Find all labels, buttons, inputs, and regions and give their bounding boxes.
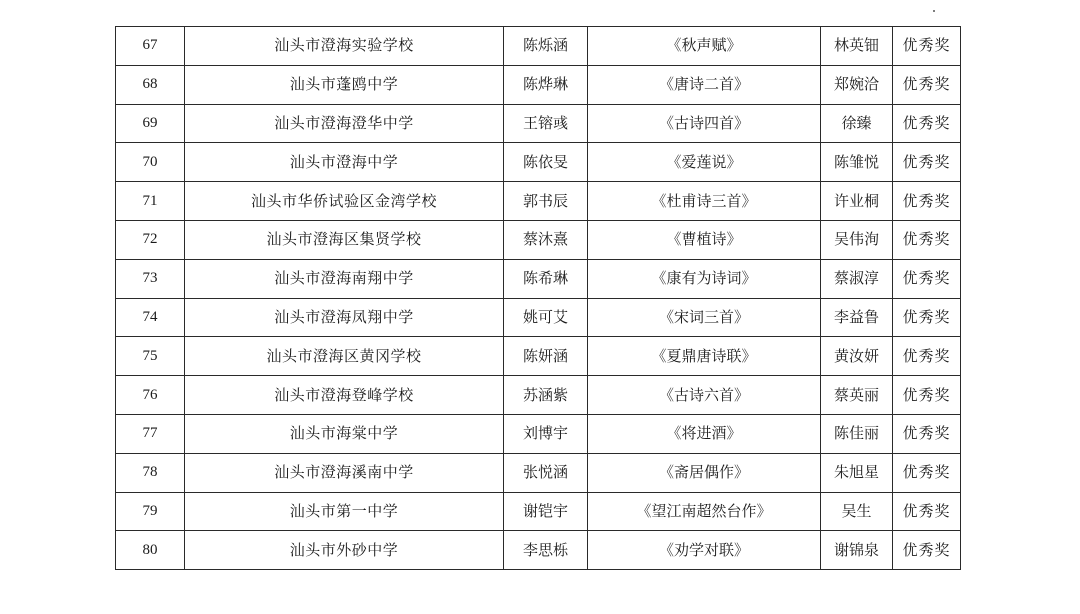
award-cell: 优秀奖 [893, 453, 961, 492]
teacher-cell: 黄汝妍 [821, 337, 893, 376]
student-cell: 蔡沐熹 [504, 220, 588, 259]
student-cell: 李思栎 [504, 531, 588, 570]
row-number-cell: 80 [116, 531, 185, 570]
school-cell: 汕头市澄海登峰学校 [185, 376, 504, 415]
work-title-cell: 《劝学对联》 [588, 531, 821, 570]
award-cell: 优秀奖 [893, 414, 961, 453]
row-number-cell: 77 [116, 414, 185, 453]
award-cell: 优秀奖 [893, 27, 961, 66]
school-cell: 汕头市澄海实验学校 [185, 27, 504, 66]
student-cell: 苏涵紫 [504, 376, 588, 415]
table-row [116, 337, 961, 376]
award-cell: 优秀奖 [893, 220, 961, 259]
award-cell: 优秀奖 [893, 531, 961, 570]
work-title-cell: 《古诗六首》 [588, 376, 821, 415]
student-cell: 陈依旻 [504, 143, 588, 182]
student-cell: 姚可艾 [504, 298, 588, 337]
teacher-cell: 吴伟洵 [821, 220, 893, 259]
award-table-body [116, 27, 961, 570]
student-cell: 张悦涵 [504, 453, 588, 492]
teacher-cell: 蔡淑淳 [821, 259, 893, 298]
table-row [116, 220, 961, 259]
table-row [116, 65, 961, 104]
row-number-cell: 68 [116, 65, 185, 104]
teacher-cell: 陈佳丽 [821, 414, 893, 453]
work-title-cell: 《斋居偶作》 [588, 453, 821, 492]
student-cell: 陈妍涵 [504, 337, 588, 376]
work-title-cell: 《古诗四首》 [588, 104, 821, 143]
student-cell: 陈希琳 [504, 259, 588, 298]
award-cell: 优秀奖 [893, 259, 961, 298]
table-row [116, 414, 961, 453]
row-number-cell: 70 [116, 143, 185, 182]
scan-speck [933, 10, 935, 12]
work-title-cell: 《爱莲说》 [588, 143, 821, 182]
student-cell: 刘博宇 [504, 414, 588, 453]
student-cell: 谢铠宇 [504, 492, 588, 531]
school-cell: 汕头市澄海凤翔中学 [185, 298, 504, 337]
student-cell: 陈烨琳 [504, 65, 588, 104]
school-cell: 汕头市外砂中学 [185, 531, 504, 570]
work-title-cell: 《曹植诗》 [588, 220, 821, 259]
row-number-cell: 75 [116, 337, 185, 376]
award-cell: 优秀奖 [893, 298, 961, 337]
work-title-cell: 《唐诗二首》 [588, 65, 821, 104]
school-cell: 汕头市华侨试验区金湾学校 [185, 182, 504, 221]
award-cell: 优秀奖 [893, 492, 961, 531]
table-row [116, 376, 961, 415]
school-cell: 汕头市澄海溪南中学 [185, 453, 504, 492]
table-row [116, 492, 961, 531]
school-cell: 汕头市蓬鸥中学 [185, 65, 504, 104]
school-cell: 汕头市澄海区集贤学校 [185, 220, 504, 259]
teacher-cell: 朱旭星 [821, 453, 893, 492]
teacher-cell: 陈雏悦 [821, 143, 893, 182]
school-cell: 汕头市澄海澄华中学 [185, 104, 504, 143]
award-cell: 优秀奖 [893, 182, 961, 221]
row-number-cell: 73 [116, 259, 185, 298]
work-title-cell: 《望江南超然台作》 [588, 492, 821, 531]
row-number-cell: 74 [116, 298, 185, 337]
teacher-cell: 蔡英丽 [821, 376, 893, 415]
award-cell: 优秀奖 [893, 143, 961, 182]
school-cell: 汕头市澄海区黄冈学校 [185, 337, 504, 376]
award-cell: 优秀奖 [893, 376, 961, 415]
row-number-cell: 69 [116, 104, 185, 143]
row-number-cell: 67 [116, 27, 185, 66]
teacher-cell: 谢锦泉 [821, 531, 893, 570]
table-row [116, 104, 961, 143]
table-row [116, 27, 961, 66]
row-number-cell: 78 [116, 453, 185, 492]
teacher-cell: 李益鲁 [821, 298, 893, 337]
row-number-cell: 72 [116, 220, 185, 259]
work-title-cell: 《宋词三首》 [588, 298, 821, 337]
table-row [116, 453, 961, 492]
teacher-cell: 许业桐 [821, 182, 893, 221]
table-row [116, 259, 961, 298]
teacher-cell: 吴生 [821, 492, 893, 531]
school-cell: 汕头市第一中学 [185, 492, 504, 531]
student-cell: 王镕彧 [504, 104, 588, 143]
school-cell: 汕头市海棠中学 [185, 414, 504, 453]
award-table [115, 26, 961, 570]
teacher-cell: 林英钿 [821, 27, 893, 66]
row-number-cell: 71 [116, 182, 185, 221]
school-cell: 汕头市澄海中学 [185, 143, 504, 182]
work-title-cell: 《将进酒》 [588, 414, 821, 453]
award-cell: 优秀奖 [893, 65, 961, 104]
student-cell: 陈烁涵 [504, 27, 588, 66]
work-title-cell: 《杜甫诗三首》 [588, 182, 821, 221]
table-row [116, 182, 961, 221]
school-cell: 汕头市澄海南翔中学 [185, 259, 504, 298]
table-row [116, 143, 961, 182]
work-title-cell: 《康有为诗词》 [588, 259, 821, 298]
work-title-cell: 《秋声赋》 [588, 27, 821, 66]
teacher-cell: 徐臻 [821, 104, 893, 143]
work-title-cell: 《夏鼎唐诗联》 [588, 337, 821, 376]
table-row [116, 298, 961, 337]
award-cell: 优秀奖 [893, 337, 961, 376]
row-number-cell: 76 [116, 376, 185, 415]
award-cell: 优秀奖 [893, 104, 961, 143]
student-cell: 郭书辰 [504, 182, 588, 221]
table-row [116, 531, 961, 570]
row-number-cell: 79 [116, 492, 185, 531]
teacher-cell: 郑婉洽 [821, 65, 893, 104]
